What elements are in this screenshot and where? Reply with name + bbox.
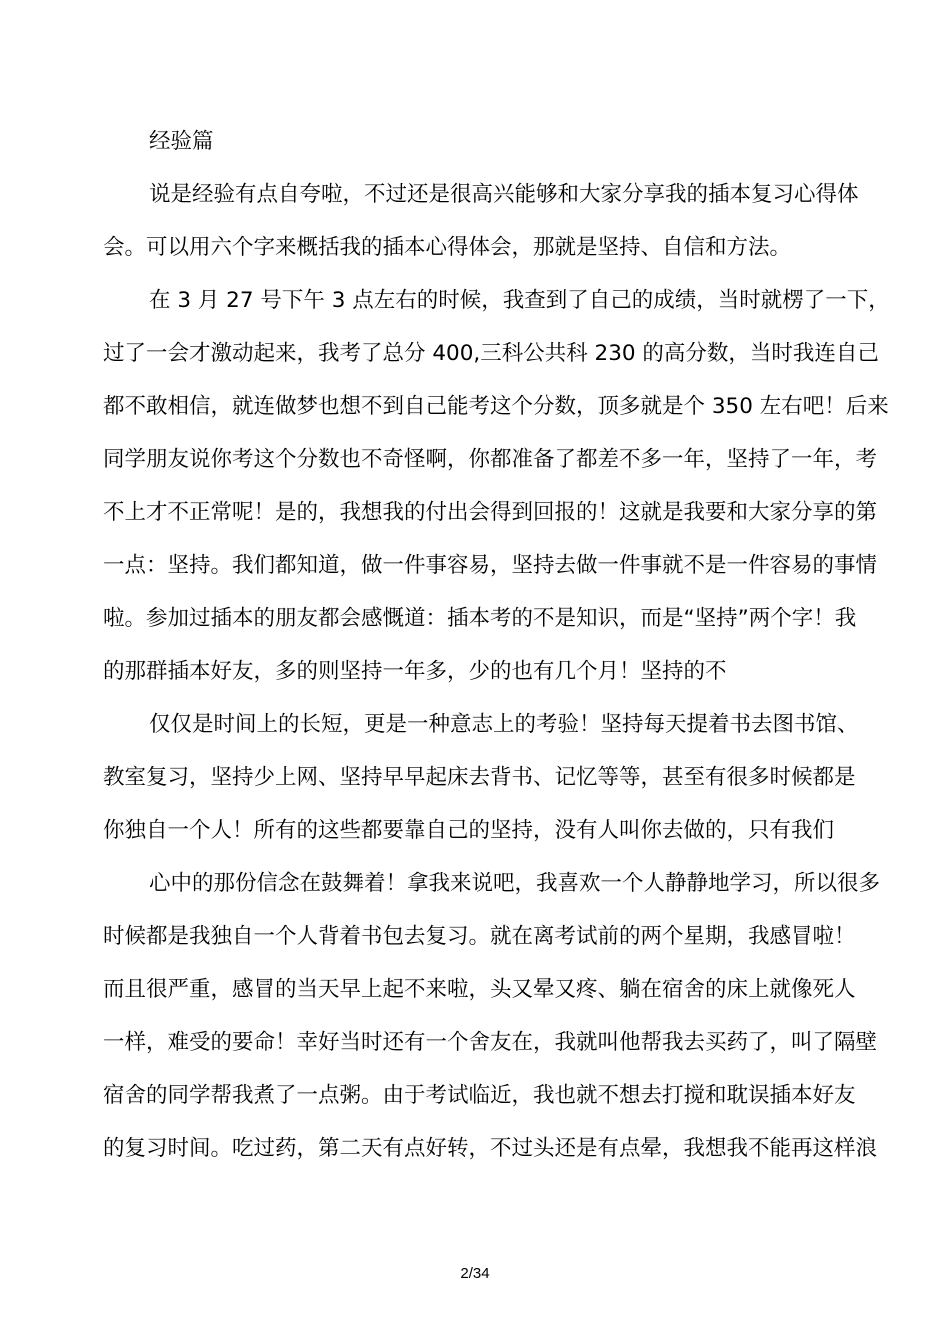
text-line: 过了一会才激动起来，我考了总分 400,三科公共科 230 的高分数，当时我连自己 bbox=[103, 341, 879, 366]
text-line: 一样，难受的要命！幸好当时还有一个舍友在，我就叫他帮我去买药了，叫了隔壁 bbox=[103, 1030, 878, 1055]
text-line: 仅仅是时间上的长短，更是一种意志上的考验！坚持每天提着书去图书馆、 bbox=[149, 712, 859, 737]
text-line: 都不敢相信，就连做梦也想不到自己能考这个分数，顶多就是个 350 左右吧！后来 bbox=[103, 394, 889, 419]
text-line: 会。可以用六个字来概括我的插本心得体会，那就是坚持、自信和方法。 bbox=[103, 235, 792, 260]
text-line: 在 3 月 27 号下午 3 点左右的时候，我查到了自己的成绩，当时就楞了一下， bbox=[149, 288, 890, 313]
page-number: 2/34 bbox=[460, 1265, 490, 1282]
text-line: 你独自一个人！所有的这些都要靠自己的坚持，没有人叫你去做的，只有我们 bbox=[103, 818, 835, 843]
text-line: 同学朋友说你考这个分数也不奇怪啊，你都准备了都差不多一年，坚持了一年，考 bbox=[103, 447, 878, 472]
text-line: 说是经验有点自夸啦，不过还是很高兴能够和大家分享我的插本复习心得体 bbox=[149, 182, 859, 207]
text-line: 心中的那份信念在鼓舞着！拿我来说吧，我喜欢一个人静静地学习，所以很多 bbox=[149, 871, 881, 896]
text-line: 教室复习，坚持少上网、坚持早早起床去背书、记忆等等，甚至有很多时候都是 bbox=[103, 765, 856, 790]
text-line: 时候都是我独自一个人背着书包去复习。就在离考试前的两个星期，我感冒啦！ bbox=[103, 924, 856, 949]
text-line: 的复习时间。吃过药，第二天有点好转，不过头还是有点晕，我想我不能再这样浪 bbox=[103, 1136, 878, 1161]
text-line: 不上才不正常呢！是的，我想我的付出会得到回报的！这就是我要和大家分享的第 bbox=[103, 500, 878, 525]
section-title: 经验篇 bbox=[149, 129, 214, 154]
text-line: 一点：坚持。我们都知道，做一件事容易，坚持去做一件事就不是一件容易的事情 bbox=[103, 553, 878, 578]
text-line: 而且很严重，感冒的当天早上起不来啦，头又晕又疼、躺在宿舍的床上就像死人 bbox=[103, 977, 856, 1002]
text-line: 啦。参加过插本的朋友都会感慨道：插本考的不是知识，而是“坚持”两个字！我 bbox=[103, 606, 857, 631]
text-line: 的那群插本好友，多的则坚持一年多，少的也有几个月！坚持的不 bbox=[103, 659, 727, 684]
text-line: 宿舍的同学帮我煮了一点粥。由于考试临近，我也就不想去打搅和耽误插本好友 bbox=[103, 1083, 856, 1108]
